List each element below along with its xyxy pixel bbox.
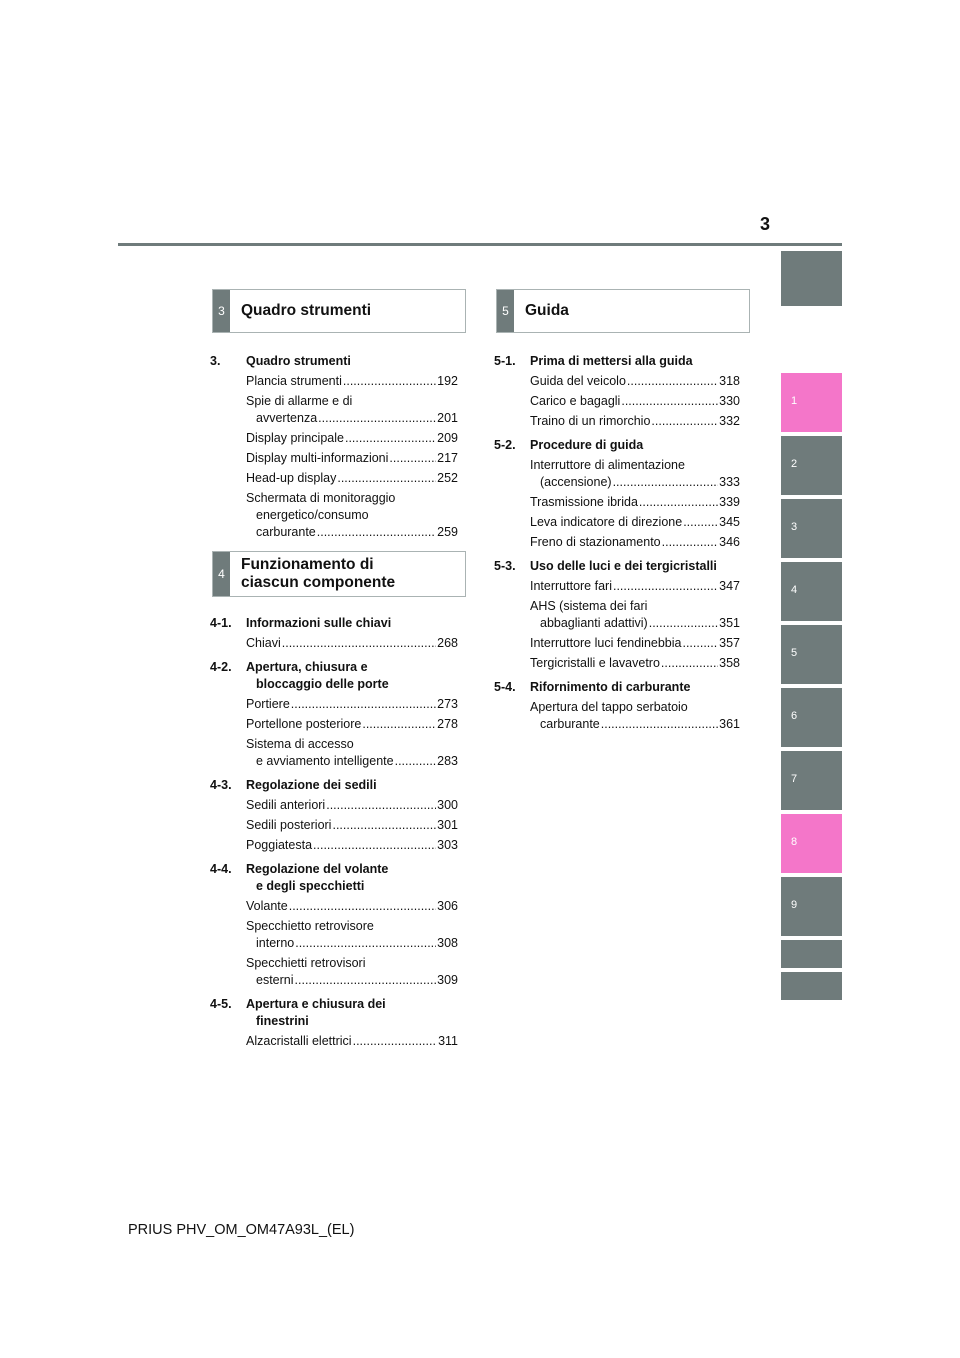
toc-entry[interactable]: Specchietto retrovisore interno ..... 308	[210, 918, 458, 952]
chapter-tab[interactable]	[781, 814, 842, 873]
chapter-tab[interactable]	[781, 562, 842, 621]
toc-entry[interactable]: Display principale ..... 209	[210, 430, 458, 447]
section-number: 3	[213, 290, 230, 332]
chapter-tab[interactable]	[781, 688, 842, 747]
chapter-tab[interactable]	[781, 499, 842, 558]
toc-entry[interactable]: Carico e bagagli ..... 330	[494, 393, 740, 410]
toc-heading[interactable]: 4-4. Regolazione del volante e degli specchietti	[210, 862, 389, 893]
section-header-5	[496, 289, 750, 333]
chapter-tab-label: 9	[791, 899, 798, 911]
toc-section-5	[494, 353, 740, 736]
section-number: 5	[497, 290, 514, 332]
toc-entry[interactable]: Sistema di accesso e avviamento intelligente ..... 283	[210, 736, 458, 770]
toc-entry[interactable]: Trasmissione ibrida ..... 339	[494, 494, 740, 511]
toc-entry[interactable]: Freno di stazionamento ..... 346	[494, 534, 740, 551]
toc-heading[interactable]: 5-2. Procedure di guida	[494, 438, 644, 452]
toc-entry[interactable]: Spie di allarme e di avvertenza ..... 201	[210, 393, 458, 427]
toc-heading[interactable]: 4-3. Regolazione dei sedili	[210, 778, 377, 792]
chapter-tab[interactable]	[781, 877, 842, 936]
section-title: Guida	[525, 302, 569, 319]
chapter-tab[interactable]	[781, 436, 842, 495]
chapter-tab[interactable]	[781, 251, 842, 306]
chapter-tab-label: 1	[791, 395, 798, 407]
toc-entry[interactable]: Plancia strumenti ..... 192	[210, 373, 458, 390]
section-header-3	[212, 289, 466, 333]
toc-entry[interactable]: Portiere ..... 273	[210, 696, 458, 713]
section-title: Quadro strumenti	[241, 302, 372, 319]
chapter-tab-label: 7	[791, 773, 798, 785]
chapter-tab[interactable]	[781, 940, 842, 968]
toc-entry[interactable]: Guida del veicolo ..... 318	[494, 373, 740, 390]
toc-entry[interactable]: Portellone posteriore ..... 278	[210, 716, 458, 733]
toc-heading[interactable]: 5-1. Prima di mettersi alla guida	[494, 354, 693, 368]
chapter-tab[interactable]	[781, 972, 842, 1000]
document-footer: PRIUS PHV_OM_OM47A93L_(EL)	[128, 1222, 355, 1238]
chapter-tab[interactable]	[781, 751, 842, 810]
toc-section-3	[210, 353, 458, 544]
toc-entry[interactable]: Interruttore di alimentazione (accensione) ..... 333	[494, 457, 740, 491]
toc-entry[interactable]: Traino di un rimorchio ..... 332	[494, 413, 740, 430]
toc-entry[interactable]: Tergicristalli e lavavetro ..... 358	[494, 655, 740, 672]
chapter-tab-label: 6	[791, 710, 798, 722]
chapter-tab-label: 3	[791, 521, 798, 533]
toc-section-4	[210, 615, 458, 1053]
toc-entry[interactable]: Volante ..... 306	[210, 898, 458, 915]
chapter-tab-label: 2	[791, 458, 798, 470]
toc-heading[interactable]: 4-2. Apertura, chiusura e bloccaggio delle porte	[210, 660, 389, 691]
toc-heading[interactable]: 4-5. Apertura e chiusura dei finestrini	[210, 997, 386, 1028]
toc-heading[interactable]: 5-3. Uso delle luci e dei tergicristalli	[494, 559, 717, 573]
page-number: 3	[760, 214, 771, 234]
toc-entry[interactable]: Sedili posteriori ..... 301	[210, 817, 458, 834]
toc-entry[interactable]: Interruttore luci fendinebbia ..... 357	[494, 635, 740, 652]
toc-entry[interactable]: Interruttore fari ..... 347	[494, 578, 740, 595]
toc-heading[interactable]: 3. Quadro strumenti	[210, 354, 351, 368]
chapter-tab-label: 5	[791, 647, 798, 659]
toc-entry[interactable]: Sedili anteriori ..... 300	[210, 797, 458, 814]
section-header-4	[212, 551, 466, 597]
toc-entry[interactable]: Head-up display ..... 252	[210, 470, 458, 487]
toc-entry[interactable]: Chiavi ..... 268	[210, 635, 458, 652]
section-number: 4	[213, 552, 230, 596]
toc-entry[interactable]: Poggiatesta ..... 303	[210, 837, 458, 854]
toc-heading[interactable]: 5-4. Rifornimento di carburante	[494, 680, 691, 694]
toc-entry[interactable]: AHS (sistema dei fari abbaglianti adattivi) ..... 351	[494, 598, 740, 632]
toc-entry[interactable]: Specchietti retrovisori esterni ..... 309	[210, 955, 458, 989]
toc-entry[interactable]: Schermata di monitoraggio energetico/consumo carburante ..... 259	[210, 490, 458, 541]
chapter-tab[interactable]	[781, 625, 842, 684]
chapter-tab[interactable]	[781, 373, 842, 432]
toc-entry[interactable]: Display multi-informazioni ..... 217	[210, 450, 458, 467]
chapter-tab-label: 4	[791, 584, 798, 596]
toc-entry[interactable]: Apertura del tappo serbatoio carburante ..... 361	[494, 699, 740, 733]
section-title: Funzionamento di ciascun componente	[241, 556, 396, 591]
toc-entry[interactable]: Alzacristalli elettrici ..... 311	[210, 1033, 458, 1050]
header-rule	[118, 243, 842, 246]
chapter-tab-label: 8	[791, 836, 798, 848]
toc-entry[interactable]: Leva indicatore di direzione ..... 345	[494, 514, 740, 531]
toc-heading[interactable]: 4-1. Informazioni sulle chiavi	[210, 616, 392, 630]
